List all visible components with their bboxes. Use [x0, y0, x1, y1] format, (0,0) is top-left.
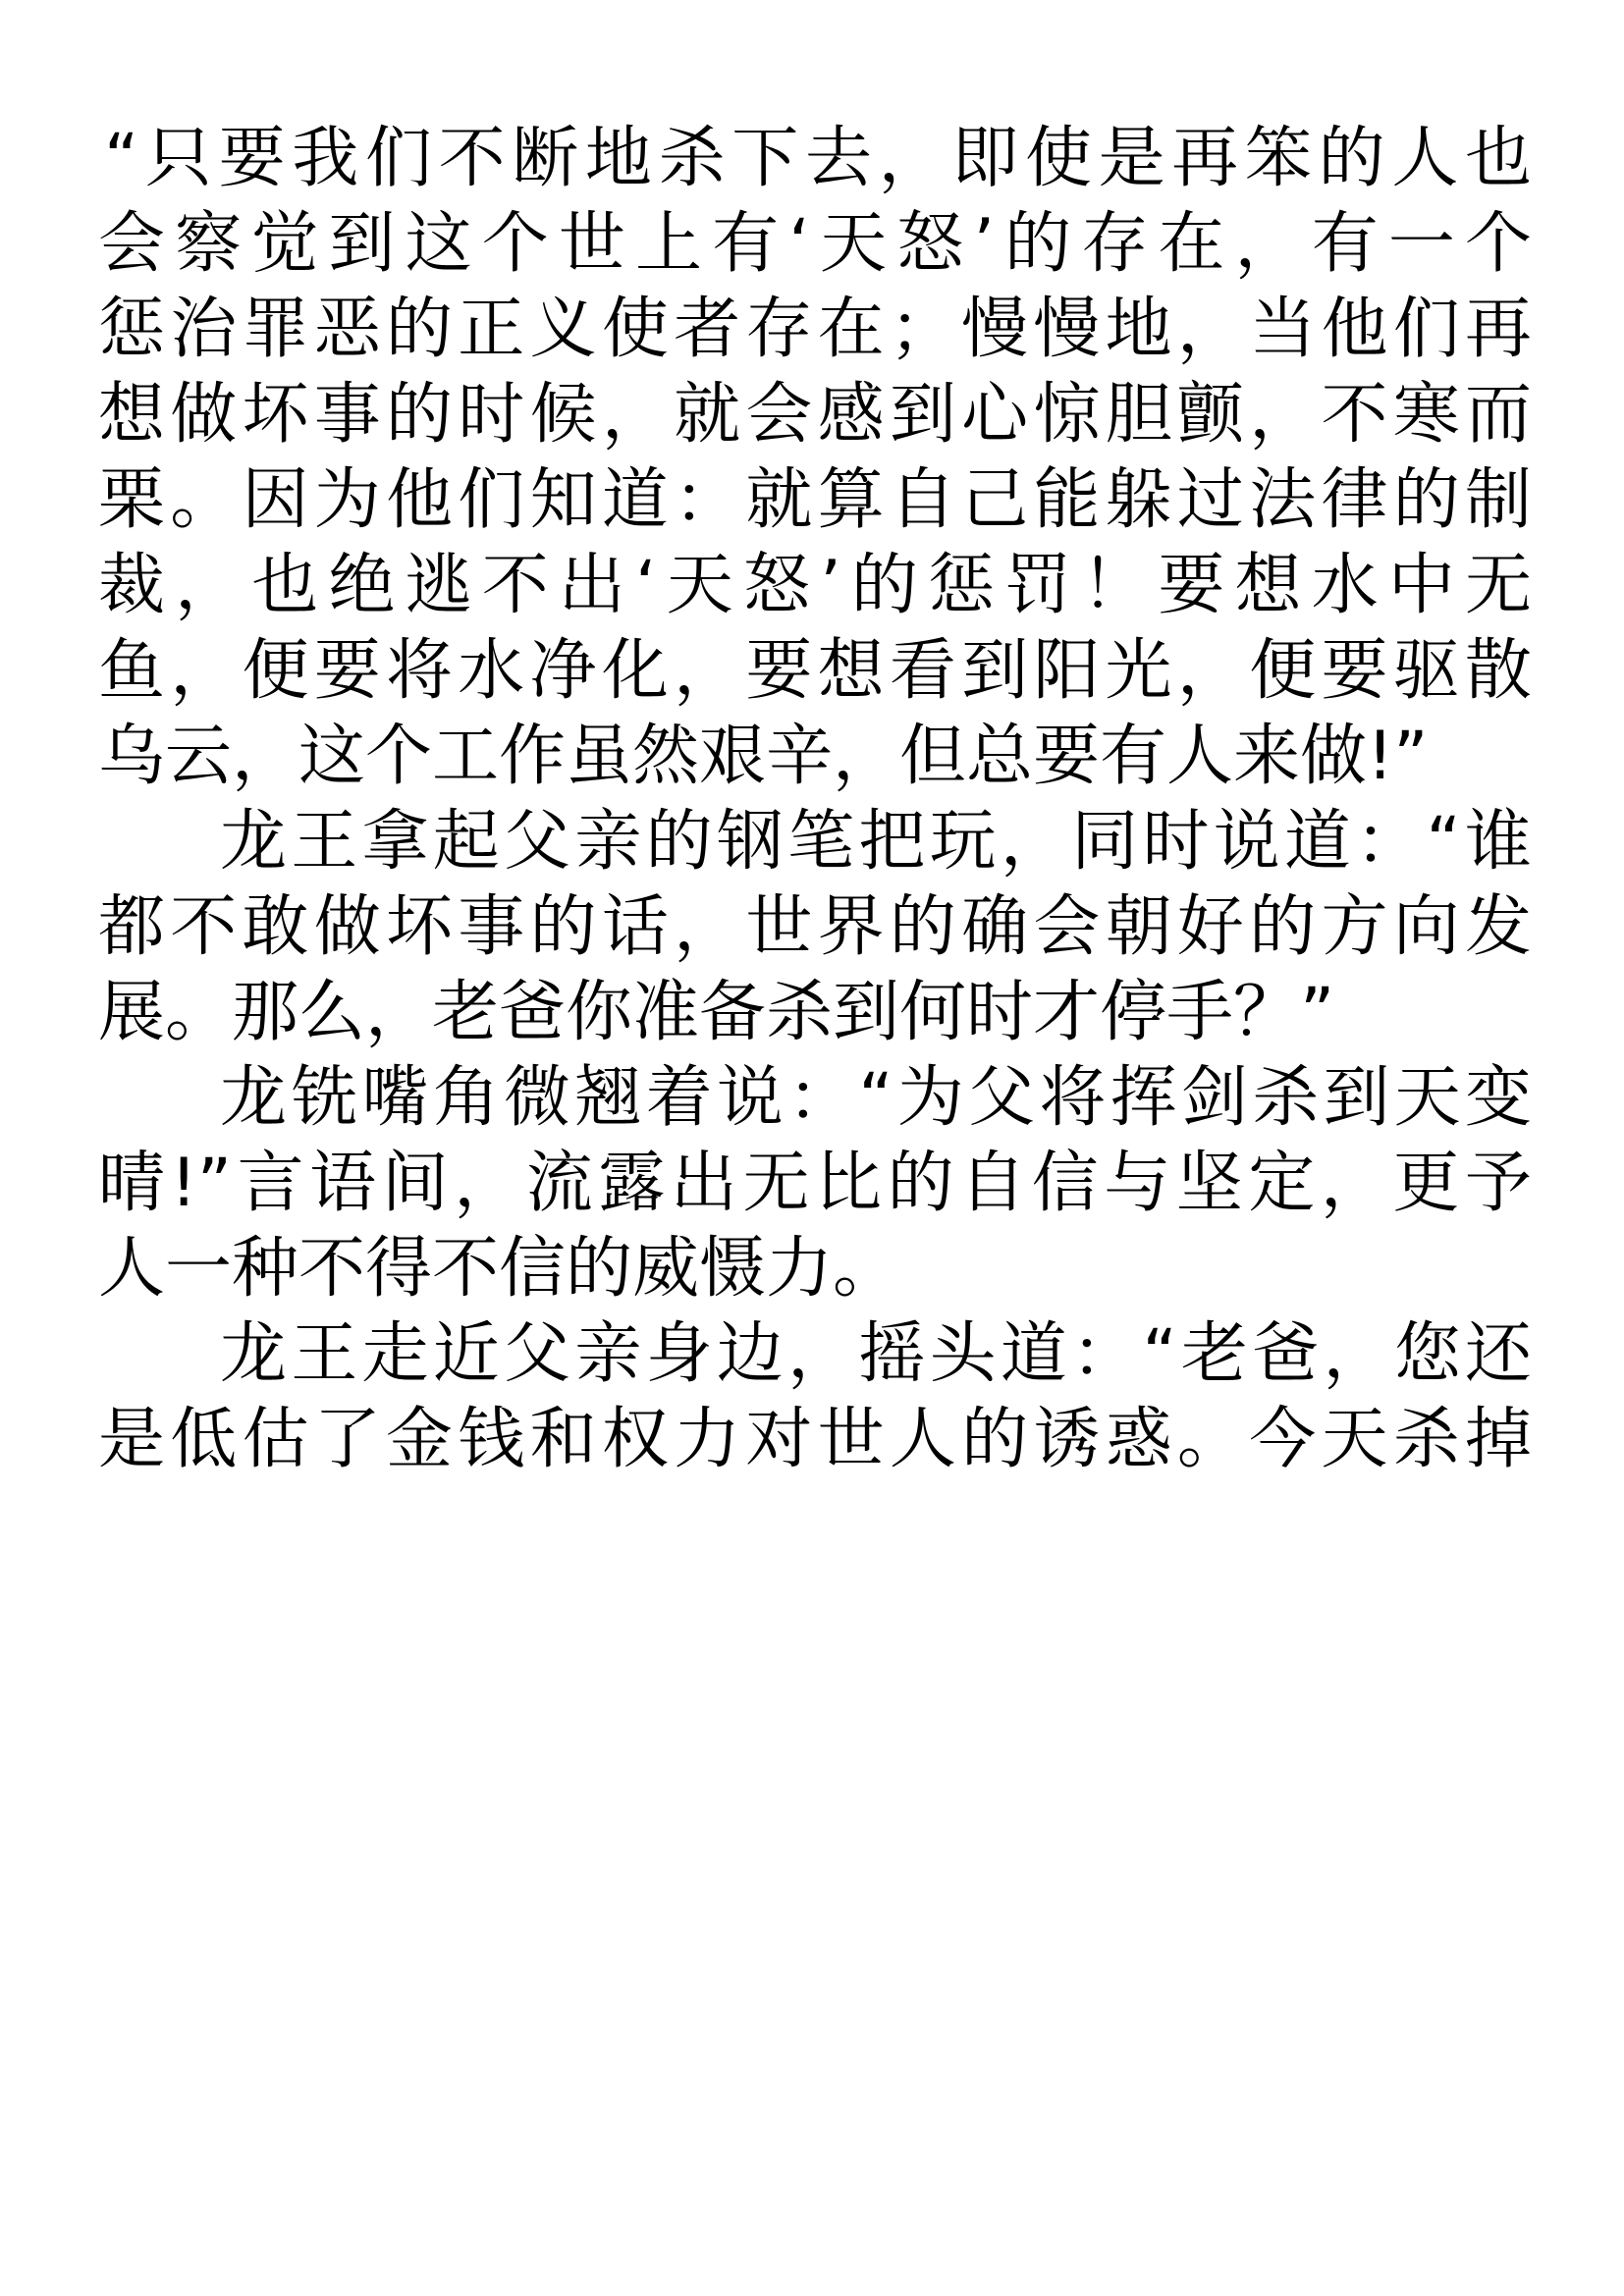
- text-line: 会察觉到这个世上有‘天怒’的存在，有一个: [98, 205, 1532, 283]
- text-line: 惩治罪恶的正义使者存在；慢慢地，当他们再: [98, 291, 1532, 368]
- body-text: [98, 116, 1532, 1482]
- text-line: 都不敢做坏事的话，世界的确会朝好的方向发: [98, 888, 1532, 966]
- paragraph-start-line: 龙王走近父亲身边，摇头道：“老爸，您还: [220, 1315, 1532, 1393]
- paragraph-end-line: 乌云，这个工作虽然艰辛，但总要有人来做!”: [98, 718, 1429, 795]
- text-line: 想做坏事的时候，就会感到心惊胆颤，不寒而: [98, 376, 1532, 454]
- text-line: “只要我们不断地杀下去，即使是再笨的人也: [104, 120, 1532, 197]
- paragraph-end-line: 展。那么，老爸你准备杀到何时才停手？”: [98, 974, 1335, 1051]
- paragraph-start-line: 龙王拿起父亲的钢笔把玩，同时说道：“谁: [220, 803, 1532, 881]
- paragraph-end-line: 人一种不得不信的威慑力。: [98, 1230, 900, 1308]
- text-line: 栗。因为他们知道：就算自己能躲过法律的制: [98, 461, 1532, 539]
- text-line: 晴!”言语间，流露出无比的自信与坚定，更予: [98, 1145, 1532, 1222]
- paragraph-start-line: 龙铣嘴角微翘着说：“为父将挥剑杀到天变: [220, 1059, 1532, 1137]
- text-line: 是低估了金钱和权力对世人的诱惑。今天杀掉: [98, 1401, 1532, 1478]
- text-line: 裁，也绝逃不出‘天怒’的惩罚！要想水中无: [98, 547, 1532, 624]
- text-line: 鱼，便要将水净化，要想看到阳光，便要驱散: [98, 632, 1532, 710]
